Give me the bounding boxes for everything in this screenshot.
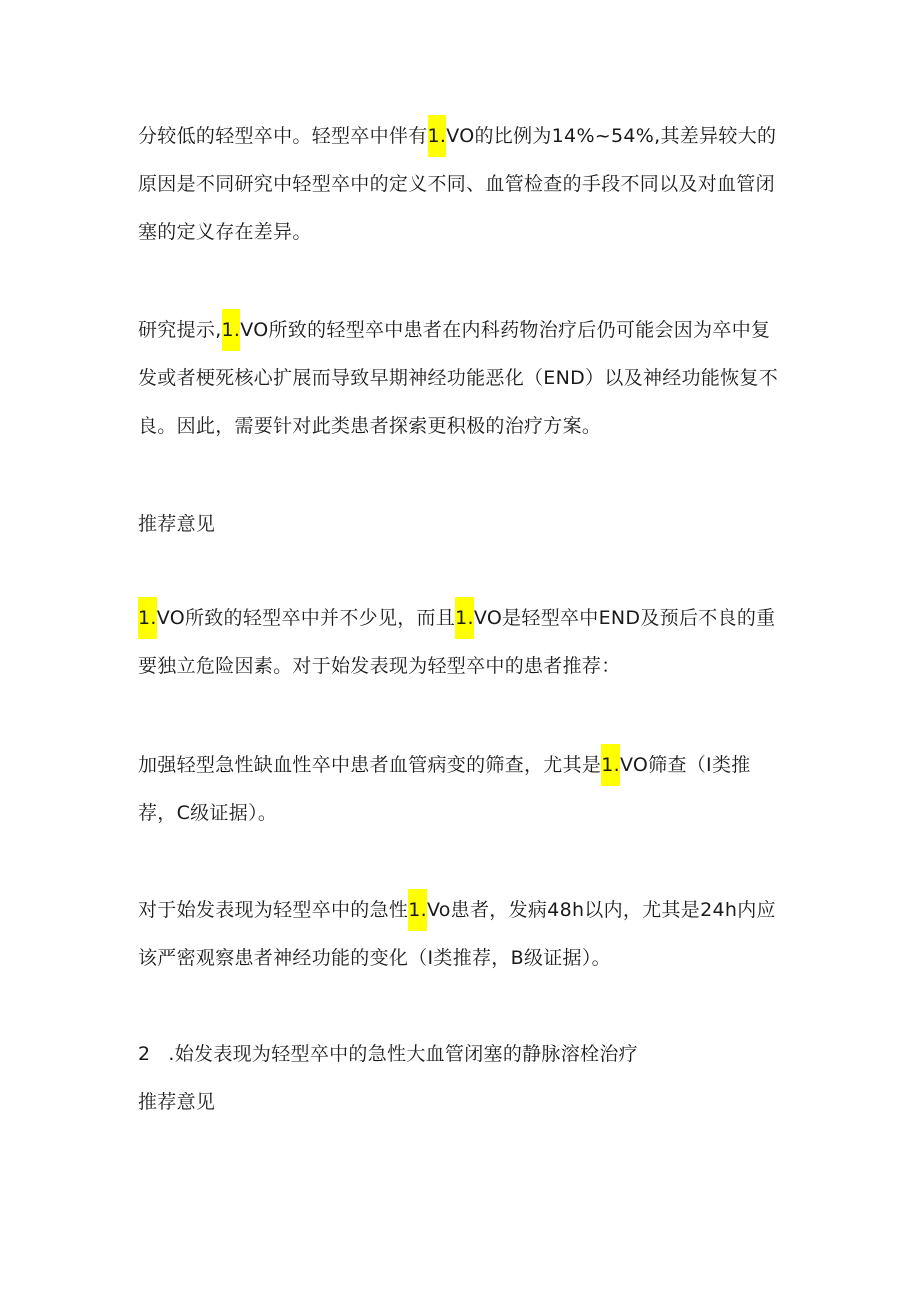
paragraph-text: VO所致的轻型卒中并不少见，而且	[156, 607, 456, 629]
recommendation-monitoring	[138, 886, 788, 982]
highlighted-text: 1.	[138, 597, 157, 639]
paragraph-lvo-proportion	[138, 112, 788, 256]
section-number: 2	[138, 1043, 151, 1065]
highlighted-text: 1.	[408, 889, 427, 931]
section-heading-thrombolysis	[138, 1030, 788, 1078]
paragraph-text: VO的比例为14%~54%,其差异较大的原因是不同研究中轻型卒中的定义不同、血管检查的手段不同以及对血管闭塞的定义存在差异。	[138, 125, 777, 243]
paragraph-text: VO筛查（I类推荐，C级证据）。	[138, 754, 751, 824]
highlighted-text: 1.	[222, 309, 241, 351]
heading-text: .始发表现为轻型卒中的急性大血管闭塞的静脉溶栓治疗	[168, 1043, 638, 1065]
section-heading-recommendations	[138, 500, 788, 548]
paragraph-text: VO所致的轻型卒中患者在内科药物治疗后仍可能会因为卒中复发或者梗死核心扩展而导致早期神经功能恶化（END）以及神经功能恢复不良。因此，需要针对此类患者探索更积极的治疗方案。	[138, 319, 779, 437]
paragraph-text: Vo患者，发病48h以内，尤其是24h内应该严密观察患者神经功能的变化（I类推荐，B级证据）。	[138, 899, 776, 969]
heading-text: 推荐意见	[138, 1091, 216, 1113]
paragraph-text: 分较低的轻型卒中。轻型卒中伴有	[138, 125, 428, 147]
highlighted-text: 1.	[601, 744, 620, 786]
section-heading-recommendations-2	[138, 1078, 788, 1126]
highlighted-text: 1.	[428, 115, 447, 157]
paragraph-research-findings	[138, 306, 788, 450]
heading-text: 推荐意见	[138, 513, 216, 535]
highlighted-text: 1.	[455, 597, 474, 639]
recommendation-screening	[138, 741, 788, 837]
paragraph-text: 对于始发表现为轻型卒中的急性	[138, 899, 409, 921]
paragraph-text: 加强轻型急性缺血性卒中患者血管病变的筛查，尤其是	[138, 754, 602, 776]
paragraph-lvo-risk-factor	[138, 594, 788, 690]
paragraph-text: VO是轻型卒中END及预后不良的重要独立危险因素。对于始发表现为轻型卒中的患者推荐：	[138, 607, 776, 677]
paragraph-text: 研究提示,	[138, 319, 222, 341]
